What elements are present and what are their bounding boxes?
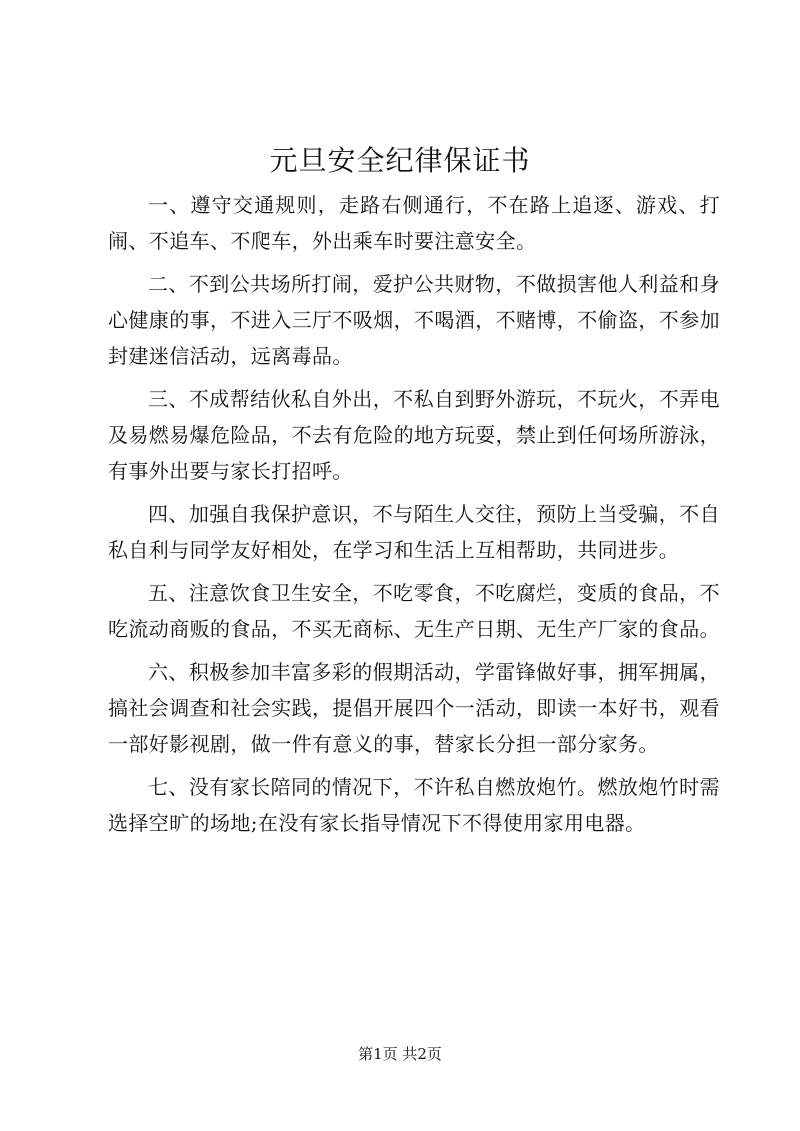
page-number-footer: 第1页 共2页 xyxy=(358,1045,442,1063)
paragraph-2: 二、不到公共场所打闹，爱护公共财物，不做损害他人利益和身心健康的事，不进入三厅不吸烟，不喝酒，不赌博，不偷盗，不参加封建迷信活动，远离毒品。 xyxy=(108,272,720,368)
paragraph-3: 三、不成帮结伙私自外出，不私自到野外游玩，不玩火，不弄电及易燃易爆危险品，不去有危险的地方玩耍，禁止到任何场所游泳，有事外出要与家长打招呼。 xyxy=(108,387,720,483)
document-title: 元旦安全纪律保证书 xyxy=(269,144,531,177)
paragraph-5: 五、注意饮食卫生安全，不吃零食，不吃腐烂，变质的食品，不吃流动商贩的食品，不买无商标、无生产日期、无生产厂家的食品。 xyxy=(108,581,720,641)
paragraph-4: 四、加强自我保护意识，不与陌生人交往，预防上当受骗，不自私自利与同学友好相处，在学习和生活上互相帮助，共同进步。 xyxy=(108,502,720,562)
paragraph-6: 六、积极参加丰富多彩的假期活动，学雷锋做好事，拥军拥属，搞社会调查和社会实践，提倡开展四个一活动，即读一本好书，观看一部好影视剧，做一件有意义的事，替家长分担一部分家务。 xyxy=(108,660,720,756)
paragraph-1: 一、遵守交通规则，走路右侧通行，不在路上追逐、游戏、打闹、不追车、不爬车，外出乘车时要注意安全。 xyxy=(108,193,720,253)
paragraph-7: 七、没有家长陪同的情况下，不许私自燃放炮竹。燃放炮竹时需选择空旷的场地;在没有家长指导情况下不得使用家用电器。 xyxy=(108,775,720,835)
document-body xyxy=(108,187,720,848)
